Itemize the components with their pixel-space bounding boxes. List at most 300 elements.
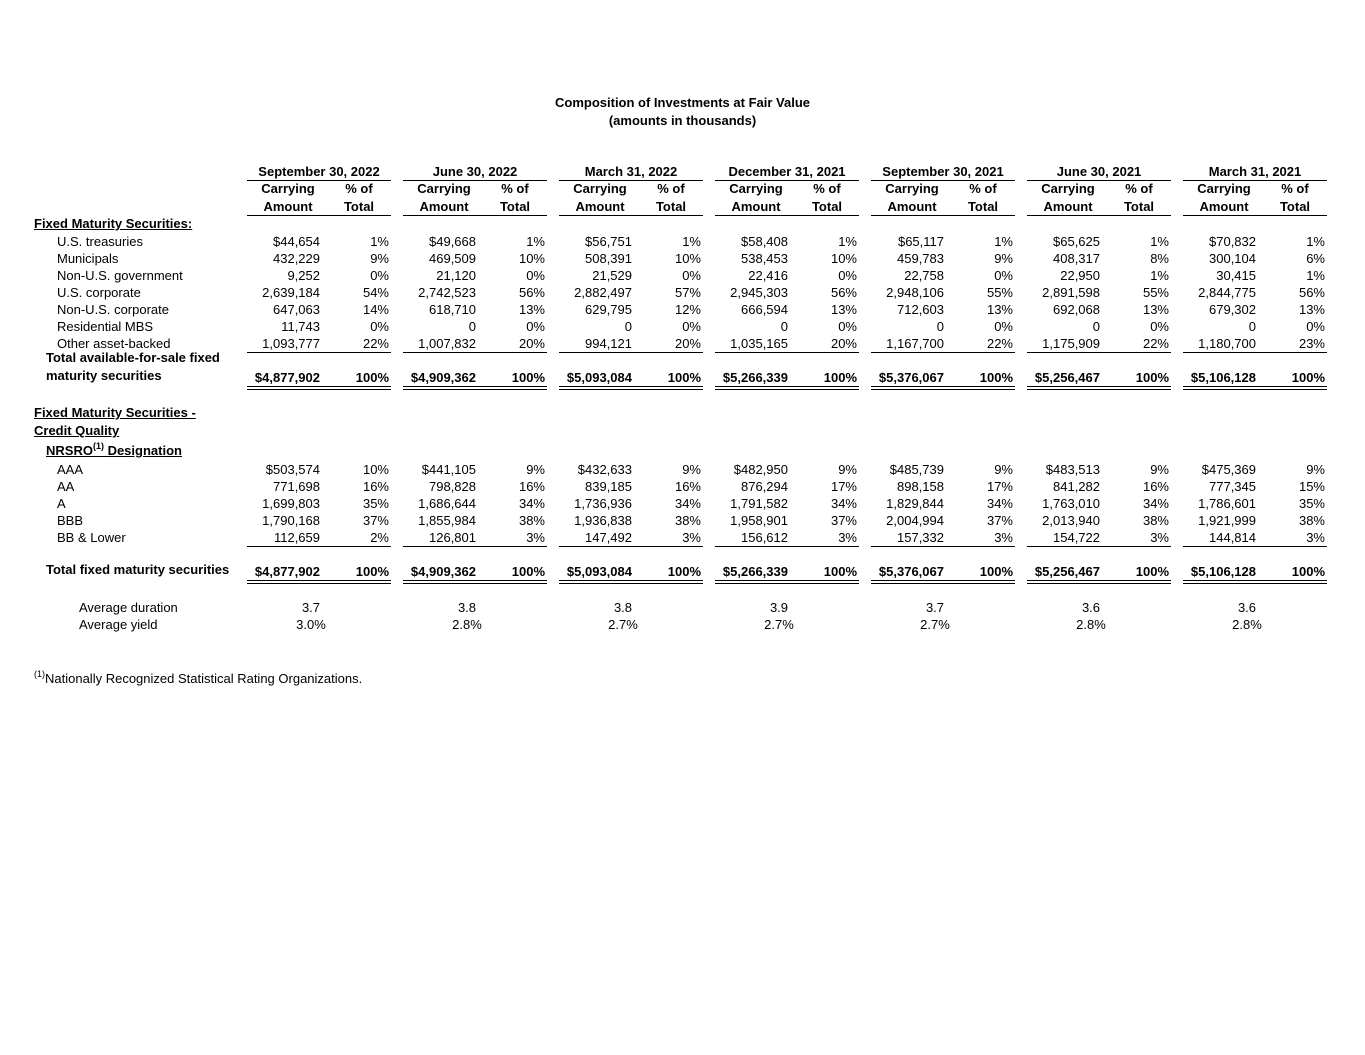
carrying-amount: 712,603 [897,302,944,317]
carrying-amount: $5,256,467 [1034,564,1100,579]
percent-of-total: 100% [1135,370,1169,385]
col-header-rule [1027,215,1171,216]
percent-of-total: 1% [1306,268,1325,283]
percent-of-total: 16% [674,479,701,494]
total-double-rule [1183,580,1327,584]
carrying-amount: 112,659 [273,530,320,545]
col-header-pct: % of [969,181,997,196]
carrying-amount: 147,492 [585,530,632,545]
percent-of-total: 1% [682,234,701,249]
carrying-amount: 1,035,165 [730,336,788,351]
footnote [34,668,363,687]
percent-of-total: 100% [355,564,389,579]
percent-of-total: 56% [518,285,545,300]
percent-of-total: 38% [1142,513,1169,528]
col-header-carrying: Carrying [1041,181,1095,196]
total-double-rule [1183,386,1327,390]
col-header-carrying: Carrying [729,181,783,196]
carrying-amount: 9,252 [287,268,320,283]
subtotal-rule [1183,352,1327,353]
percent-of-total: 37% [830,513,857,528]
footnote-text: Nationally Recognized Statistical Rating Organizations. [45,671,363,686]
rating-label: A [57,496,66,511]
total-double-rule [715,580,859,584]
report-title [0,94,1365,130]
carrying-amount: 2,945,303 [730,285,788,300]
percent-of-total: 13% [518,302,545,317]
carrying-amount: 841,282 [1053,479,1100,494]
percent-of-total: 34% [518,496,545,511]
period-header: September 30, 2021 [882,164,1004,179]
percent-of-total: 10% [362,462,389,477]
percent-of-total: 38% [518,513,545,528]
carrying-amount: 629,795 [585,302,632,317]
percent-of-total: 20% [830,336,857,351]
col-header-carrying: Carrying [261,181,315,196]
carrying-amount: $65,625 [1053,234,1100,249]
percent-of-total: 100% [979,370,1013,385]
nrsro-text: NRSRO [46,443,93,458]
carrying-amount: $5,266,339 [722,564,788,579]
subtotal-rule [559,546,703,547]
col-header-amount: Amount [1199,199,1249,214]
row-label: Municipals [57,251,119,266]
section-heading: Fixed Maturity Securities - [34,405,196,420]
col-header-total: Total [811,199,843,214]
col-header-carrying: Carrying [885,181,939,196]
percent-of-total: 22% [362,336,389,351]
carrying-amount: 2,004,994 [886,513,944,528]
percent-of-total: 1% [1150,234,1169,249]
title-text: Composition of Investments at Fair Value [555,95,810,110]
carrying-amount: 2,639,184 [262,285,320,300]
carrying-amount: $482,950 [733,462,788,477]
percent-of-total: 1% [526,234,545,249]
col-header-pct: % of [345,181,373,196]
metric-value: 3.7 [301,600,321,615]
carrying-amount: $5,376,067 [878,564,944,579]
percent-of-total: 34% [674,496,701,511]
carrying-amount: 300,104 [1209,251,1256,266]
percent-of-total: 1% [1306,234,1325,249]
total-double-rule [403,580,547,584]
carrying-amount: 1,921,999 [1198,513,1256,528]
metric-value: 3.6 [1081,600,1101,615]
percent-of-total: 0% [526,319,545,334]
percent-of-total: 22% [986,336,1013,351]
subtotal-rule [403,546,547,547]
total-double-rule [247,386,391,390]
metric-value: 3.7 [925,600,945,615]
nrsro-heading [46,440,182,459]
col-header-amount: Amount [1043,199,1093,214]
percent-of-total: 100% [511,564,545,579]
percent-of-total: 1% [370,234,389,249]
carrying-amount: 1,958,901 [730,513,788,528]
subtotal-rule [871,352,1015,353]
col-header-amount: Amount [575,199,625,214]
percent-of-total: 1% [838,234,857,249]
col-header-amount: Amount [887,199,937,214]
carrying-amount: 692,068 [1053,302,1100,317]
carrying-amount: $5,266,339 [722,370,788,385]
carrying-amount: $483,513 [1045,462,1100,477]
carrying-amount: 1,699,803 [262,496,320,511]
carrying-amount: 126,801 [429,530,476,545]
carrying-amount: $70,832 [1209,234,1256,249]
row-label: Non-U.S. corporate [57,302,169,317]
percent-of-total: 56% [1298,285,1325,300]
percent-of-total: 14% [362,302,389,317]
percent-of-total: 17% [986,479,1013,494]
carrying-amount: 157,332 [897,530,944,545]
percent-of-total: 13% [1142,302,1169,317]
carrying-amount: 0 [468,319,476,334]
percent-of-total: 10% [830,251,857,266]
carrying-amount: 469,509 [429,251,476,266]
carrying-amount: 1,829,844 [886,496,944,511]
carrying-amount: 508,391 [585,251,632,266]
percent-of-total: 100% [355,370,389,385]
carrying-amount: 2,013,940 [1042,513,1100,528]
carrying-amount: 1,007,832 [418,336,476,351]
percent-of-total: 20% [518,336,545,351]
carrying-amount: 0 [936,319,944,334]
carrying-amount: $485,739 [889,462,944,477]
percent-of-total: 34% [1142,496,1169,511]
percent-of-total: 3% [994,530,1013,545]
footnote-marker: (1) [34,668,45,679]
metric-value: 3.6 [1237,600,1257,615]
percent-of-total: 12% [674,302,701,317]
metric-value: 3.8 [613,600,633,615]
percent-of-total: 16% [362,479,389,494]
col-header-total: Total [499,199,531,214]
carrying-amount: 154,722 [1053,530,1100,545]
col-header-pct: % of [1125,181,1153,196]
percent-of-total: 54% [362,285,389,300]
percent-of-total: 100% [667,370,701,385]
carrying-amount: $441,105 [421,462,476,477]
col-header-rule [247,215,391,216]
col-header-total: Total [343,199,375,214]
carrying-amount: $58,408 [741,234,788,249]
carrying-amount: $5,256,467 [1034,370,1100,385]
percent-of-total: 0% [682,319,701,334]
percent-of-total: 17% [830,479,857,494]
total-double-rule [559,580,703,584]
carrying-amount: 0 [1248,319,1256,334]
col-header-total: Total [1123,199,1155,214]
carrying-amount: 1,180,700 [1198,336,1256,351]
subtotal-rule [559,352,703,353]
col-header-pct: % of [501,181,529,196]
metric-value: 2.8% [1076,617,1106,632]
total-double-rule [871,386,1015,390]
carrying-amount: $4,909,362 [410,564,476,579]
carrying-amount: $5,093,084 [566,564,632,579]
total-label: maturity securities [46,368,162,383]
percent-of-total: 9% [1306,462,1325,477]
section-heading: Credit Quality [34,423,120,438]
percent-of-total: 0% [370,319,389,334]
carrying-amount: 1,855,984 [418,513,476,528]
col-header-pct: % of [657,181,685,196]
carrying-amount: 11,743 [281,319,320,334]
carrying-amount: 2,844,775 [1198,285,1256,300]
carrying-amount: 994,121 [585,336,632,351]
carrying-amount: 1,686,644 [418,496,476,511]
total-double-rule [247,580,391,584]
period-header: September 30, 2022 [258,164,380,179]
percent-of-total: 16% [518,479,545,494]
col-header-carrying: Carrying [417,181,471,196]
carrying-amount: 22,416 [748,268,788,283]
percent-of-total: 9% [682,462,701,477]
col-header-carrying: Carrying [1197,181,1251,196]
percent-of-total: 38% [674,513,701,528]
percent-of-total: 6% [1306,251,1325,266]
percent-of-total: 56% [830,285,857,300]
carrying-amount: $56,751 [585,234,632,249]
carrying-amount: $5,106,128 [1190,370,1256,385]
percent-of-total: 38% [1298,513,1325,528]
nrsro-designation: Designation [103,443,182,458]
carrying-amount: 2,948,106 [886,285,944,300]
total-double-rule [871,580,1015,584]
percent-of-total: 37% [986,513,1013,528]
row-label: U.S. corporate [57,285,141,300]
carrying-amount: 2,742,523 [418,285,476,300]
percent-of-total: 35% [362,496,389,511]
carrying-amount: $475,369 [1201,462,1256,477]
metric-value: 2.7% [764,617,794,632]
carrying-amount: 2,891,598 [1042,285,1100,300]
row-label: U.S. treasuries [57,234,143,249]
total-double-rule [559,386,703,390]
carrying-amount: 1,093,777 [262,336,320,351]
subtotal-rule [871,546,1015,547]
percent-of-total: 9% [994,251,1013,266]
carrying-amount: $5,093,084 [566,370,632,385]
carrying-amount: 1,763,010 [1042,496,1100,511]
percent-of-total: 2% [370,530,389,545]
percent-of-total: 9% [526,462,545,477]
col-header-rule [1183,215,1327,216]
percent-of-total: 0% [1306,319,1325,334]
carrying-amount: 876,294 [741,479,788,494]
percent-of-total: 0% [838,268,857,283]
carrying-amount: 0 [1092,319,1100,334]
section-heading: Fixed Maturity Securities: [34,216,193,231]
carrying-amount: 666,594 [741,302,788,317]
percent-of-total: 100% [1291,370,1325,385]
carrying-amount: $4,877,902 [254,370,320,385]
percent-of-total: 1% [1150,268,1169,283]
percent-of-total: 22% [1142,336,1169,351]
col-header-carrying: Carrying [573,181,627,196]
col-header-pct: % of [813,181,841,196]
col-header-rule [559,215,703,216]
percent-of-total: 9% [370,251,389,266]
percent-of-total: 57% [674,285,701,300]
metric-value: 3.0% [296,617,326,632]
percent-of-total: 0% [994,319,1013,334]
metric-label: Average yield [79,617,158,632]
col-header-pct: % of [1281,181,1309,196]
percent-of-total: 13% [986,302,1013,317]
carrying-amount: 1,786,601 [1198,496,1256,511]
percent-of-total: 15% [1298,479,1325,494]
percent-of-total: 16% [1142,479,1169,494]
subtotal-rule [247,352,391,353]
period-header: June 30, 2022 [432,164,518,179]
col-header-total: Total [655,199,687,214]
percent-of-total: 3% [526,530,545,545]
percent-of-total: 3% [1306,530,1325,545]
total-label: Total available-for-sale fixed [46,350,220,365]
subtotal-rule [1027,352,1171,353]
rating-label: BBB [57,513,84,528]
percent-of-total: 100% [667,564,701,579]
percent-of-total: 100% [823,370,857,385]
carrying-amount: 30,415 [1216,268,1256,283]
carrying-amount: 408,317 [1053,251,1100,266]
carrying-amount: 777,345 [1209,479,1256,494]
percent-of-total: 1% [994,234,1013,249]
col-header-total: Total [967,199,999,214]
carrying-amount: 22,950 [1060,268,1100,283]
row-label: Non-U.S. government [57,268,183,283]
percent-of-total: 13% [1298,302,1325,317]
percent-of-total: 0% [838,319,857,334]
percent-of-total: 13% [830,302,857,317]
row-label: Other asset-backed [57,336,171,351]
percent-of-total: 10% [518,251,545,266]
carrying-amount: 459,783 [897,251,944,266]
carrying-amount: 771,698 [273,479,320,494]
percent-of-total: 8% [1150,251,1169,266]
total-double-rule [715,386,859,390]
carrying-amount: $5,376,067 [878,370,944,385]
col-header-amount: Amount [263,199,313,214]
carrying-amount: 2,882,497 [574,285,632,300]
carrying-amount: 0 [624,319,632,334]
period-header: June 30, 2021 [1056,164,1142,179]
percent-of-total: 0% [1150,319,1169,334]
carrying-amount: 1,175,909 [1042,336,1100,351]
metric-value: 3.8 [457,600,477,615]
percent-of-total: 0% [994,268,1013,283]
carrying-amount: 1,167,700 [886,336,944,351]
carrying-amount: $44,654 [273,234,320,249]
percent-of-total: 55% [1142,285,1169,300]
period-header: March 31, 2022 [584,164,678,179]
subtotal-rule [715,546,859,547]
col-header-amount: Amount [419,199,469,214]
carrying-amount: 647,063 [273,302,320,317]
percent-of-total: 20% [674,336,701,351]
carrying-amount: $49,668 [429,234,476,249]
total-double-rule [1027,386,1171,390]
total-label: Total fixed maturity securities [46,562,230,577]
carrying-amount: $4,877,902 [254,564,320,579]
subtotal-rule [1183,546,1327,547]
col-header-rule [715,215,859,216]
subtotal-rule [1027,546,1171,547]
carrying-amount: $65,117 [897,234,944,249]
percent-of-total: 0% [682,268,701,283]
period-header: March 31, 2021 [1208,164,1302,179]
percent-of-total: 3% [838,530,857,545]
carrying-amount: 21,529 [592,268,632,283]
percent-of-total: 0% [370,268,389,283]
col-header-total: Total [1279,199,1311,214]
percent-of-total: 100% [1135,564,1169,579]
percent-of-total: 35% [1298,496,1325,511]
percent-of-total: 0% [526,268,545,283]
percent-of-total: 37% [362,513,389,528]
percent-of-total: 23% [1298,336,1325,351]
percent-of-total: 34% [986,496,1013,511]
carrying-amount: 618,710 [429,302,476,317]
subtotal-rule [715,352,859,353]
percent-of-total: 10% [674,251,701,266]
carrying-amount: 679,302 [1209,302,1256,317]
carrying-amount: 798,828 [429,479,476,494]
total-double-rule [1027,580,1171,584]
carrying-amount: 839,185 [585,479,632,494]
carrying-amount: 21,120 [436,268,476,283]
metric-value: 2.7% [608,617,638,632]
rating-label: BB & Lower [57,530,126,545]
percent-of-total: 3% [682,530,701,545]
percent-of-total: 55% [986,285,1013,300]
carrying-amount: 1,736,936 [574,496,632,511]
percent-of-total: 9% [994,462,1013,477]
carrying-amount: 1,791,582 [730,496,788,511]
percent-of-total: 3% [1150,530,1169,545]
carrying-amount: 538,453 [741,251,788,266]
subtitle-text: (amounts in thousands) [608,113,757,128]
carrying-amount: 898,158 [897,479,944,494]
percent-of-total: 9% [1150,462,1169,477]
subtotal-rule [403,352,547,353]
col-header-rule [871,215,1015,216]
percent-of-total: 9% [838,462,857,477]
metric-value: 2.8% [1232,617,1262,632]
percent-of-total: 34% [830,496,857,511]
rating-label: AA [57,479,75,494]
carrying-amount: $503,574 [265,462,320,477]
col-header-rule [403,215,547,216]
percent-of-total: 100% [979,564,1013,579]
percent-of-total: 100% [823,564,857,579]
nrsro-footnote-marker: (1) [92,440,104,451]
carrying-amount: $432,633 [577,462,632,477]
metric-value: 2.7% [920,617,950,632]
carrying-amount: 156,612 [741,530,788,545]
metric-label: Average duration [79,600,178,615]
carrying-amount: 1,936,838 [574,513,632,528]
carrying-amount: $5,106,128 [1190,564,1256,579]
total-double-rule [403,386,547,390]
period-header: December 31, 2021 [728,164,846,179]
carrying-amount: 1,790,168 [262,513,320,528]
carrying-amount: 144,814 [1209,530,1256,545]
carrying-amount: $4,909,362 [410,370,476,385]
col-header-amount: Amount [731,199,781,214]
